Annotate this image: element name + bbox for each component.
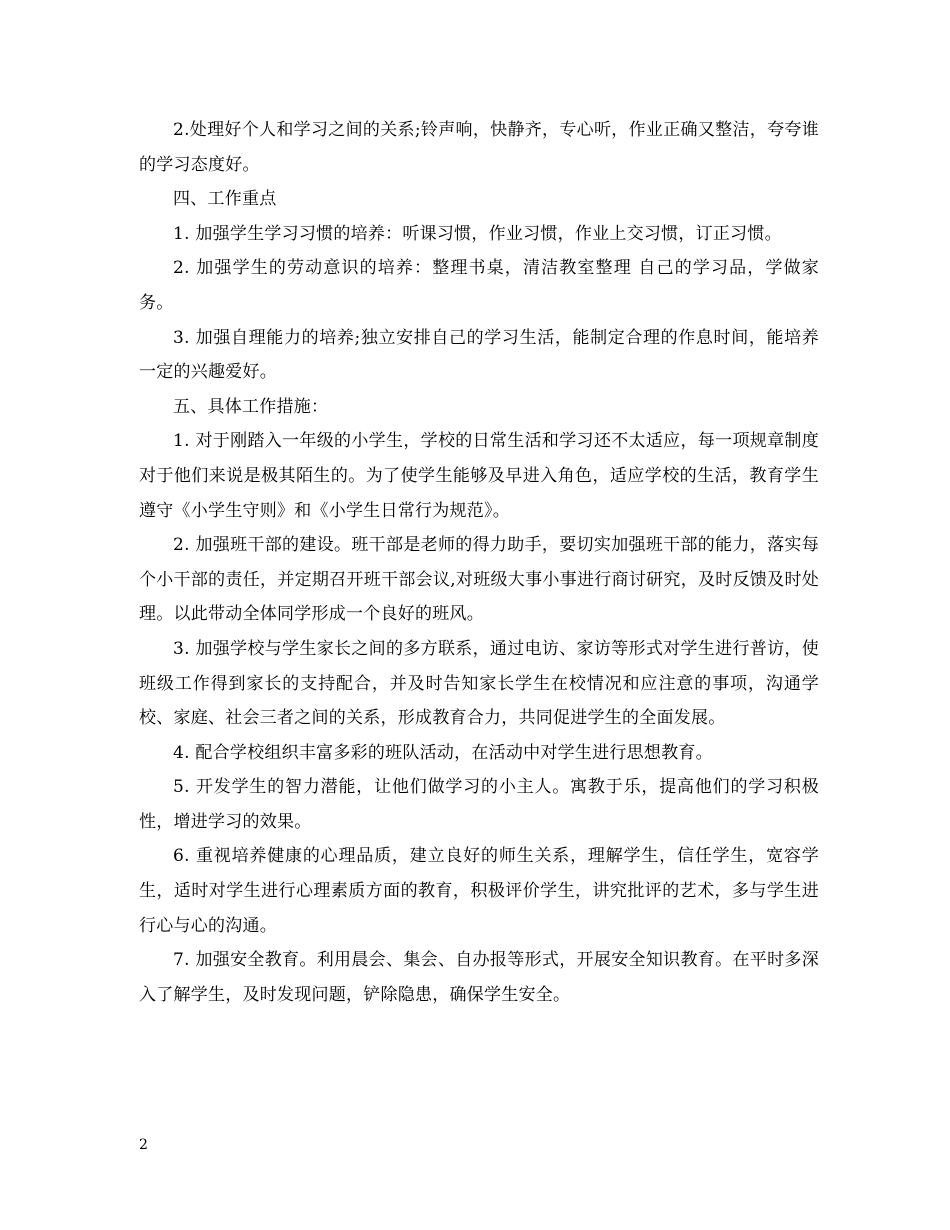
paragraph-habit-relation: 2.处理好个人和学习之间的关系;铃声响，快静齐，专心听，作业正确又整洁，夸夸谁的学习态度好。 bbox=[139, 120, 819, 175]
paragraph-measure-1: 1. 对于刚踏入一年级的小学生，学校的日常生活和学习还不太适应，每一项规章制度对于他们来说是极其陌生的。为了使学生能够及早进入角色，适应学校的生活，教育学生遵守《小学生守则》和《小学生日常行为规范》。 bbox=[139, 431, 819, 521]
page-number: 2 bbox=[139, 1137, 148, 1153]
paragraph-measure-2: 2. 加强班干部的建设。班干部是老师的得力助手，要切实加强班干部的能力，落实每个小干部的责任，并定期召开班干部会议,对班级大事小事进行商讨研究，及时反馈及时处理。以此带动全体同学形成一个良好的班风。 bbox=[139, 535, 819, 625]
heading-work-focus: 四、工作重点 bbox=[173, 189, 277, 210]
paragraph-measure-6: 6. 重视培养健康的心理品质，建立良好的师生关系，理解学生，信任学生，宽容学生，适时对学生进行心理素质方面的教育，积极评价学生，讲究批评的艺术，多与学生进行心与心的沟通。 bbox=[139, 846, 819, 936]
paragraph-focus-3: 3. 加强自理能力的培养;独立安排自己的学习生活，能制定合理的作息时间，能培养一定的兴趣爱好。 bbox=[139, 327, 819, 383]
heading-specific-measures: 五、具体工作措施： bbox=[173, 396, 329, 417]
paragraph-measure-7: 7. 加强安全教育。利用晨会、集会、自办报等形式，开展安全知识教育。在平时多深入了解学生，及时发现问题，铲除隐患，确保学生安全。 bbox=[139, 950, 819, 1005]
paragraph-measure-3: 3. 加强学校与学生家长之间的多方联系，通过电访、家访等形式对学生进行普访，使班级工作得到家长的支持配合，并及时告知家长学生在校情况和应注意的事项，沟通学校、家庭、社会三者之间的关系，形成教育合力，共同促进学生的全面发展。 bbox=[139, 638, 819, 729]
paragraph-measure-4: 4. 配合学校组织丰富多彩的班队活动，在活动中对学生进行思想教育。 bbox=[173, 742, 713, 763]
document-body bbox=[139, 113, 819, 1012]
paragraph-measure-5: 5. 开发学生的智力潜能，让他们做学习的小主人。寓教于乐，提高他们的学习积极性，增进学习的效果。 bbox=[139, 777, 819, 832]
paragraph-focus-2: 2. 加强学生的劳动意识的培养：整理书桌，清洁教室整理 自己的学习品，学做家务。 bbox=[139, 258, 819, 313]
paragraph-focus-1: 1. 加强学生学习习惯的培养：听课习惯，作业习惯，作业上交习惯，订正习惯。 bbox=[173, 223, 782, 244]
